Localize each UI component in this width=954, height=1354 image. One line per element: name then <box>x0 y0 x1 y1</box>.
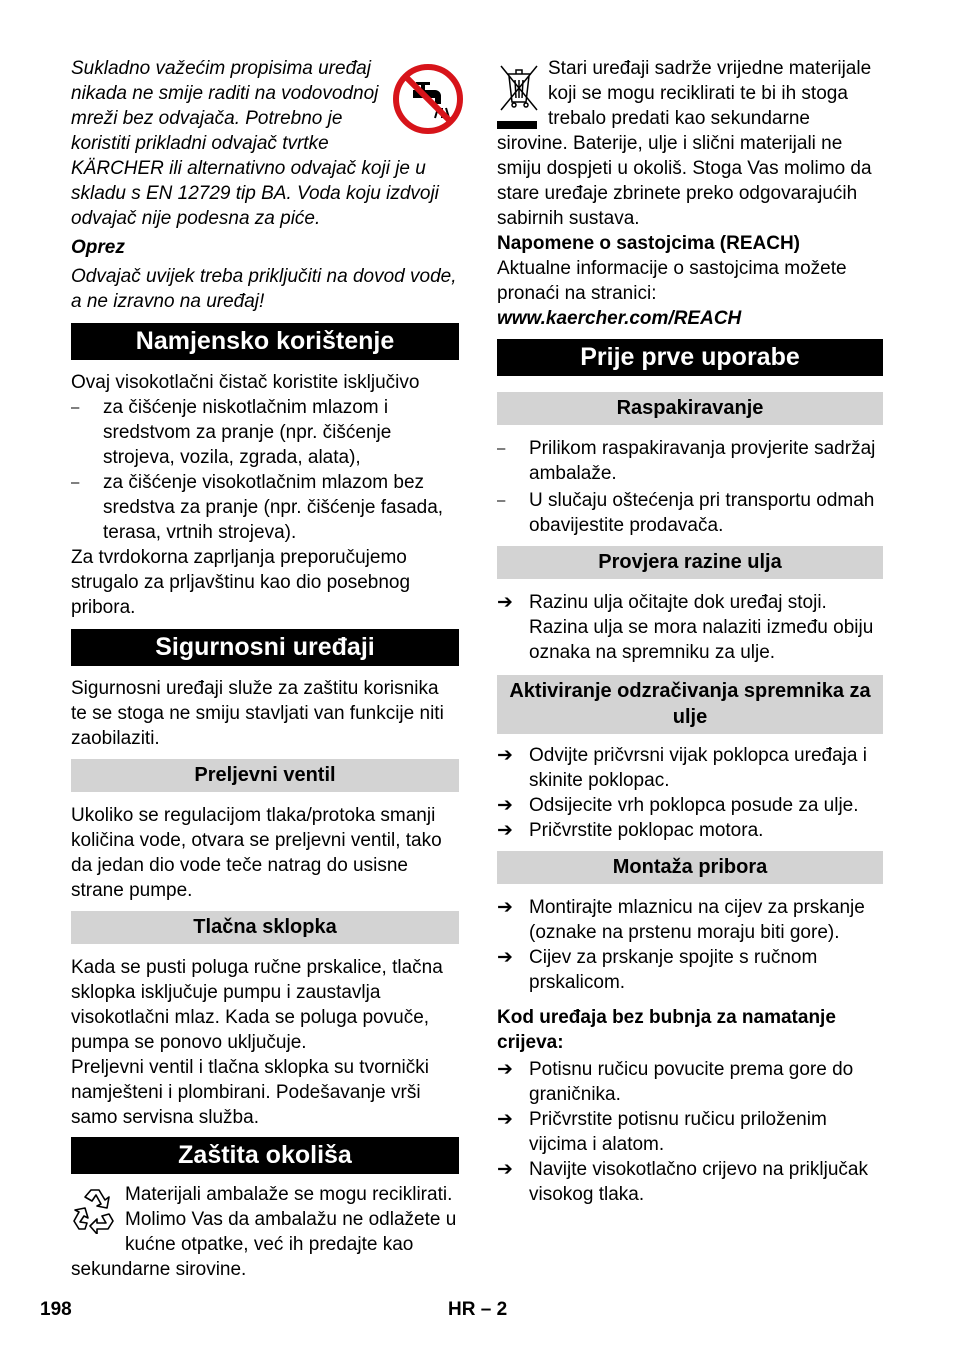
list-item: ➔ Navijte visokotlačno crijevo na priključak visokog tlaka. <box>497 1157 883 1207</box>
page-number: 198 <box>40 1299 72 1320</box>
environment-text: Materijali ambalaže se mogu reciklirati. Molimo Vas da ambalažu ne odlažete u kućne otpatke, već ih predajte kao sekundarne sirovine. <box>71 1184 457 1280</box>
old-devices-text: Stari uređaji sadrže vrijedne materijale koji se mogu reciklirati te bi ih stoga trebalo predati kao sekundarne sirovine. Baterije, ulje i slični materijali ne smiju dospjeti u okoliš. Stoga Vas molimo da stare uređaje zbrinete preko odgovarajućih sabirnih sustava. <box>497 58 872 229</box>
reach-title: Napomene o sastojcima (REACH) <box>497 233 801 254</box>
oil-check-list <box>497 590 883 665</box>
oil-vent-list <box>497 743 883 843</box>
list-item: ➔ Odsijecite vrh poklopca posude za ulje. <box>497 793 883 818</box>
list-item: ➔ Odvijte pričvrsni vijak poklopca uređaja i skinite poklopac. <box>497 743 883 793</box>
pressure-switch-text-1: Kada se pusti poluga ručne prskalice, tlačna sklopka isključuje pumpu i zaustavlja visokotlačni mlaz. Kada se poluga povuče, pumpa se ponovo uključuje. <box>71 957 443 1053</box>
overflow-valve-text: Ukoliko se regulacijom tlaka/protoka smanji količina vode, otvara se preljevni ventil, tako da jedan dio vode teče natrag do usisne strane pumpe. <box>71 805 442 901</box>
subheading-pressure-switch: Tlačna sklopka <box>71 911 459 944</box>
subheading-overflow-valve: Preljevni ventil <box>71 759 459 792</box>
intended-use-list <box>71 395 459 545</box>
no-drum-title: Kod uređaja bez bubnja za namatanje crijeva: <box>497 1007 836 1053</box>
list-item: ➔ Potisnu ručicu povucite prema gore do graničnika. <box>497 1057 883 1107</box>
heading-safety-devices: Sigurnosni uređaji <box>71 629 459 666</box>
caution-text: Odvajač uvijek treba priključiti na dovod vode, a ne izravno na uređaj! <box>71 266 457 312</box>
no-tap-water-icon <box>391 60 465 138</box>
list-item: – Prilikom raspakiravanja provjerite sadržaj ambalaže. <box>497 436 883 486</box>
section-label: HR – 2 <box>448 1299 508 1320</box>
no-drum-list <box>497 1057 883 1207</box>
pressure-switch-text-2: Preljevni ventil i tlačna sklopka su tvornički namješteni i plombirani. Podešavanje vrši samo servisna služba. <box>71 1057 429 1128</box>
warning-intro: Sukladno važećim propisima uređaj nikada ne smije raditi na vodovodnoj mreži bez odvajača. Potrebno je koristiti prikladni odvajač tvrtke KÄRCHER ili alternativno odvajač koji je u skladu s EN 12729 tip BA. Voda koju izdvoji odvajač nije podesna za piće. <box>71 58 439 229</box>
intended-use-intro: Ovaj visokotlačni čistač koristite isključivo <box>71 372 420 393</box>
list-item: – U slučaju oštećenja pri transportu odmah obavijestite prodavača. <box>497 488 883 538</box>
list-item: ➔ Cijev za prskanje spojite s ručnom prskalicom. <box>497 945 883 995</box>
list-item: ➔ Razinu ulja očitajte dok uređaj stoji. Razina ulja se mora nalaziti između obiju oznaka na spremniku za ulje. <box>497 590 883 665</box>
list-item: – za čišćenje niskotlačnim mlazom i sredstvom za pranje (npr. čišćenje strojeva, vozila, zgrada, alata), <box>71 395 459 470</box>
list-item: – za čišćenje visokotlačnim mlazom bez sredstva za pranje (npr. čišćenje fasada, terasa, vrtnih strojeva). <box>71 470 459 545</box>
heading-environment: Zaštita okoliša <box>71 1137 459 1174</box>
unpacking-list <box>497 436 883 538</box>
subheading-unpacking: Raspakiravanje <box>497 392 883 425</box>
subheading-oil-vent: Aktiviranje odzračivanja spremnika za ulje <box>497 675 883 734</box>
crossed-out-bin-icon <box>497 64 541 129</box>
heading-before-first-use: Prije prve uporabe <box>497 339 883 376</box>
subheading-oil-check: Provjera razine ulja <box>497 546 883 579</box>
heading-intended-use: Namjensko korištenje <box>71 323 459 360</box>
reach-text: Aktualne informacije o sastojcima možete pronaći na stranici: <box>497 258 847 304</box>
accessories-list <box>497 895 883 995</box>
list-item: ➔ Montirajte mlaznicu na cijev za prskanje (oznake na prstenu moraju biti gore). <box>497 895 883 945</box>
subheading-accessories: Montaža pribora <box>497 851 883 884</box>
reach-link[interactable]: www.kaercher.com/REACH <box>497 308 742 329</box>
right-column <box>497 56 883 1207</box>
list-item: ➔ Pričvrstite poklopac motora. <box>497 818 883 843</box>
left-column <box>71 56 459 1282</box>
recycle-icon <box>71 1184 119 1234</box>
caution-title: Oprez <box>71 237 125 258</box>
safety-text: Sigurnosni uređaji služe za zaštitu korisnika te se stoga ne smiju stavljati van funkcije niti zaobilaziti. <box>71 678 444 749</box>
intended-use-outro: Za tvrdokorna zaprljanja preporučujemo strugalo za prljavštinu kao dio posebnog pribora. <box>71 547 411 618</box>
list-item: ➔ Pričvrstite potisnu ručicu priloženim vijcima i alatom. <box>497 1107 883 1157</box>
